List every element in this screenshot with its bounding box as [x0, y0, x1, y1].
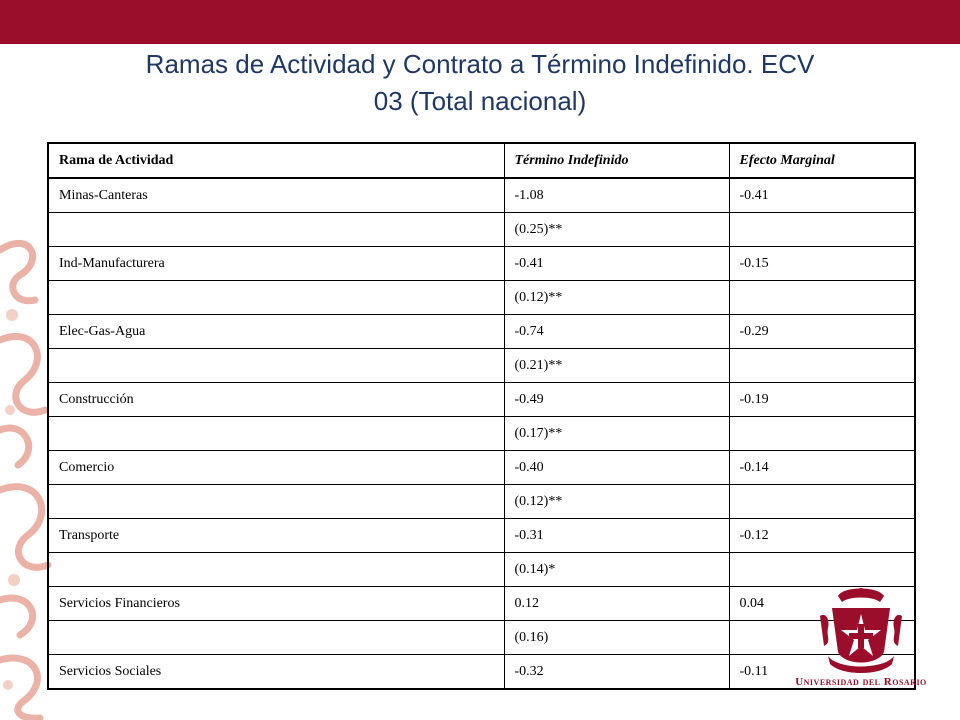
table-row [48, 178, 915, 213]
column-header-rama: Rama de Actividad [48, 143, 504, 178]
cell-rama: Construcción [48, 383, 504, 417]
cell-termino: -0.74 [504, 315, 729, 349]
cell-termino: -0.40 [504, 451, 729, 485]
column-header-efecto: Efecto Marginal [729, 143, 915, 178]
cell-rama: Transporte [48, 519, 504, 553]
cell-termino: (0.25)** [504, 213, 729, 247]
cell-termino: -1.08 [504, 178, 729, 213]
cell-rama: Elec-Gas-Agua [48, 315, 504, 349]
cell-termino: (0.12)** [504, 485, 729, 519]
cell-efecto: -0.11 [729, 655, 915, 690]
cell-efecto [729, 417, 915, 451]
cell-termino: -0.41 [504, 247, 729, 281]
cell-rama: Ind-Manufacturera [48, 247, 504, 281]
slide-title [40, 46, 920, 120]
table-row [48, 655, 915, 690]
table-row [48, 213, 915, 247]
table-row [48, 553, 915, 587]
cell-termino: (0.12)** [504, 281, 729, 315]
cell-efecto: -0.12 [729, 519, 915, 553]
cell-termino: (0.14)* [504, 553, 729, 587]
cell-rama [48, 349, 504, 383]
table-header-row [48, 143, 915, 178]
cell-rama [48, 281, 504, 315]
title-line-1: Ramas de Actividad y Contrato a Término Indefinido. ECV [145, 49, 815, 79]
cell-termino: -0.32 [504, 655, 729, 690]
column-header-termino: Término Indefinido [504, 143, 729, 178]
top-brand-bar [0, 0, 960, 44]
cell-efecto [729, 349, 915, 383]
cell-efecto [729, 485, 915, 519]
table-row [48, 417, 915, 451]
cell-rama [48, 485, 504, 519]
cell-termino: 0.12 [504, 587, 729, 621]
table-row [48, 587, 915, 621]
table-row [48, 485, 915, 519]
cell-efecto: -0.15 [729, 247, 915, 281]
cell-rama: Servicios Sociales [48, 655, 504, 690]
cell-rama: Minas-Canteras [48, 178, 504, 213]
table-row [48, 621, 915, 655]
cell-termino: (0.16) [504, 621, 729, 655]
table-row [48, 451, 915, 485]
cell-rama [48, 213, 504, 247]
cell-efecto [729, 553, 915, 587]
table-row [48, 247, 915, 281]
cell-rama [48, 621, 504, 655]
cell-termino: (0.21)** [504, 349, 729, 383]
cell-rama [48, 417, 504, 451]
table-row [48, 349, 915, 383]
cell-rama: Servicios Financieros [48, 587, 504, 621]
university-logo [786, 586, 936, 696]
cell-efecto: -0.14 [729, 451, 915, 485]
university-name: Universidad del Rosario [795, 676, 927, 688]
table-row [48, 519, 915, 553]
table-row [48, 315, 915, 349]
cell-rama [48, 553, 504, 587]
cell-efecto: -0.41 [729, 178, 915, 213]
cell-rama: Comercio [48, 451, 504, 485]
university-seal-icon [818, 586, 904, 674]
table-row [48, 383, 915, 417]
cell-termino: -0.49 [504, 383, 729, 417]
cell-efecto: -0.29 [729, 315, 915, 349]
cell-termino: (0.17)** [504, 417, 729, 451]
table-row [48, 281, 915, 315]
cell-efecto: -0.19 [729, 383, 915, 417]
cell-efecto: 0.04 [729, 587, 915, 621]
cell-efecto [729, 213, 915, 247]
cell-termino: -0.31 [504, 519, 729, 553]
cell-efecto [729, 281, 915, 315]
title-line-2: 03 (Total nacional) [373, 86, 587, 116]
